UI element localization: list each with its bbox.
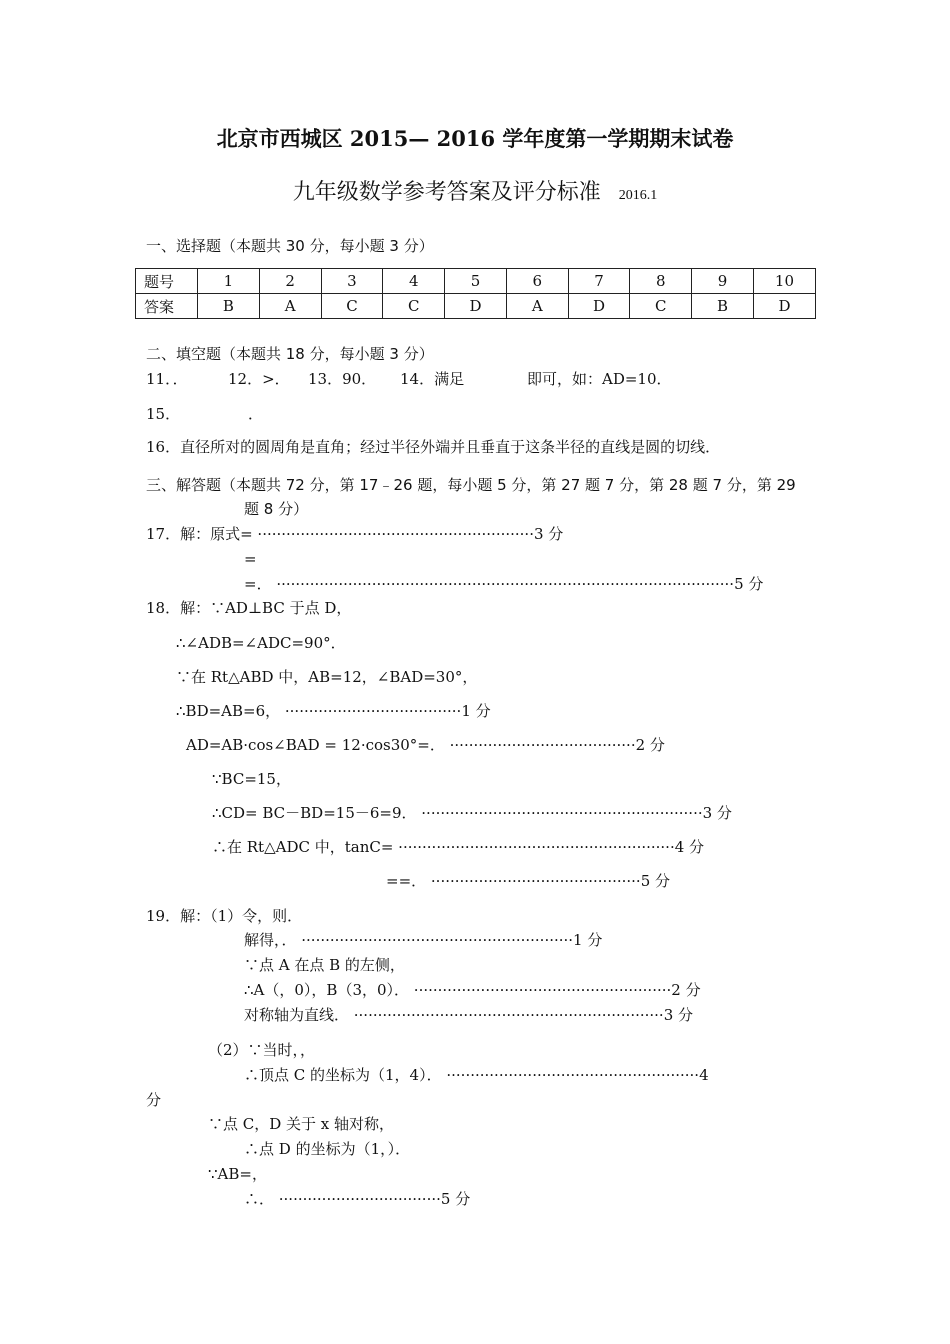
answer-cell: D — [568, 294, 630, 319]
answer-cell: A — [259, 294, 321, 319]
answer-table — [135, 268, 816, 319]
q17-line2: = — [244, 550, 257, 568]
table-row-numbers — [136, 269, 816, 294]
question-number: 10 — [753, 269, 815, 294]
q18-line5: AD=AB·cos∠BAD = 12·cos30°=． ·······································2 分 — [186, 736, 665, 754]
q18-line6: ∵BC=15， — [212, 770, 291, 788]
q15-answer: 15． — [146, 405, 181, 423]
q18-line2: ∴∠ADB=∠ADC=90°． — [176, 634, 346, 652]
question-number: 8 — [630, 269, 692, 294]
q14-answer-end: 即可，如：AD=10． — [527, 370, 672, 388]
question-number: 6 — [506, 269, 568, 294]
answer-cell: C — [383, 294, 445, 319]
answer-cell: A — [506, 294, 568, 319]
q17-line1: 17．解：原式= ··························································3 分 — [146, 525, 564, 543]
q19-line6: （2）∵当时，， — [208, 1041, 316, 1059]
answer-cell: D — [753, 294, 815, 319]
q12-answer: 12．>． — [228, 370, 290, 388]
section3-heading-cont: 题 8 分） — [244, 500, 309, 518]
question-number: 1 — [198, 269, 260, 294]
answer-cell: C — [630, 294, 692, 319]
question-number: 9 — [692, 269, 754, 294]
section1-heading: 一、选择题（本题共 30 分，每小题 3 分） — [146, 237, 434, 255]
question-number: 4 — [383, 269, 445, 294]
answer-cell: B — [692, 294, 754, 319]
q18-line8: ∴在 Rt△ADC 中，tanC= ··························································4 分 — [212, 838, 705, 856]
q19-line2: 解得，． ·························································1 分 — [244, 931, 603, 949]
q18-line7: ∴CD= BC－BD=15－6=9． ···························································3 分 — [212, 804, 732, 822]
row-label-number: 题号 — [136, 269, 198, 294]
q19-line9: ∴点 D 的坐标为（1，）． — [244, 1140, 411, 1158]
q19-line7: ∴顶点 C 的坐标为（1，4）． ·····················································4 — [244, 1066, 709, 1084]
row-label-answer: 答案 — [136, 294, 198, 319]
document-subtitle — [0, 175, 950, 206]
q15-period: ． — [248, 405, 264, 423]
answer-cell: D — [445, 294, 507, 319]
q19-line1: 19．解：（1）令，则． — [146, 907, 303, 925]
q14-answer-start: 14．满足 — [400, 370, 465, 388]
q19-line7-wrap: 分 — [146, 1091, 162, 1109]
question-number: 5 — [445, 269, 507, 294]
q19-line11: ∴． ··································5 分 — [244, 1190, 471, 1208]
q18-line9: ==． ············································5 分 — [386, 872, 671, 890]
question-number: 7 — [568, 269, 630, 294]
q13-answer: 13．90． — [308, 370, 377, 388]
q19-line3: ∵点 A 在点 B 的左侧， — [244, 956, 405, 974]
table-row-answers — [136, 294, 816, 319]
q11-answer: 11．． — [146, 370, 188, 388]
document-title: 北京市西城区 2015— 2016 学年度第一学期期末试卷 — [216, 126, 734, 151]
answer-cell: C — [321, 294, 383, 319]
q19-line10: ∵AB=， — [208, 1165, 267, 1183]
section3-heading: 三、解答题（本题共 72 分，第 17﹣26 题，每小题 5 分，第 27 题 7 分，第 28 题 7 分，第 29 — [146, 476, 796, 494]
q19-line5: 对称轴为直线． ·································································3 分 — [244, 1006, 694, 1024]
q18-line3: ∵在 Rt△ABD 中，AB=12，∠BAD=30°， — [176, 668, 478, 686]
q18-line4: ∴BD=AB=6， ·····································1 分 — [176, 702, 491, 720]
subtitle-text: 九年级数学参考答案及评分标准 — [292, 180, 601, 205]
question-number: 2 — [259, 269, 321, 294]
section2-heading: 二、填空题（本题共 18 分，每小题 3 分） — [146, 345, 434, 363]
q17-line3: =． ································································································5 分 — [244, 575, 764, 593]
question-number: 3 — [321, 269, 383, 294]
document-date: 2016.1 — [618, 188, 658, 203]
q19-line8: ∵点 C，D 关于 x 轴对称， — [208, 1115, 395, 1133]
answer-cell: B — [198, 294, 260, 319]
q19-line4: ∴A（，0），B（3，0）． ······················································2 分 — [244, 981, 701, 999]
q18-line1: 18．解：∵AD⊥BC 于点 D， — [146, 599, 352, 617]
q16-answer: 16．直径所对的圆周角是直角；经过半径外端并且垂直于这条半径的直线是圆的切线． — [146, 438, 721, 456]
